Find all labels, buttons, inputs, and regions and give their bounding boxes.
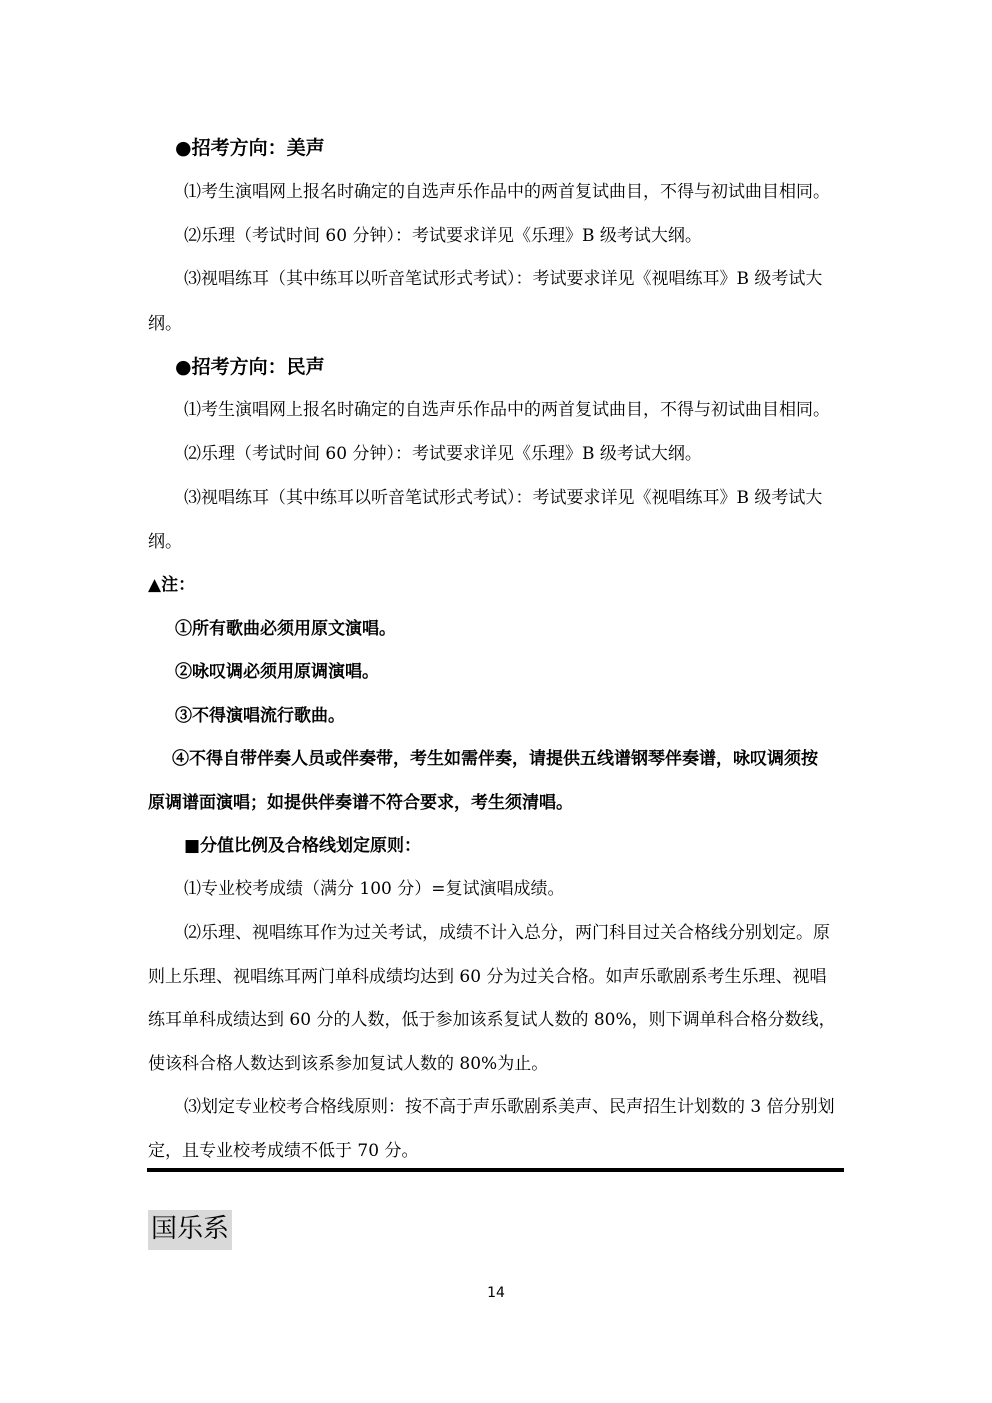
meisheng-item-3-line-2: 纲。 (148, 314, 182, 334)
scoring-item-2-line-1: ⑵乐理、视唱练耳作为过关考试，成绩不计入总分，两门科目过关合格线分别划定。原 (184, 923, 830, 943)
minsheng-heading: ●招考方向：民声 (175, 356, 325, 378)
scoring-item-1: ⑴专业校考成绩（满分 100 分）=复试演唱成绩。 (184, 879, 565, 899)
scoring-item-2-line-4: 使该科合格人数达到该系参加复试人数的 80%为止。 (148, 1054, 549, 1074)
note-3: ③不得演唱流行歌曲。 (175, 706, 345, 726)
scoring-heading: ■分值比例及合格线划定原则： (184, 836, 422, 856)
minsheng-item-1: ⑴考生演唱网上报名时确定的自选声乐作品中的两首复试曲目，不得与初试曲目相同。 (184, 400, 830, 420)
minsheng-item-3-line-2: 纲。 (148, 532, 182, 552)
meisheng-item-1: ⑴考生演唱网上报名时确定的自选声乐作品中的两首复试曲目，不得与初试曲目相同。 (184, 182, 830, 202)
scoring-item-3-line-2: 定，且专业校考成绩不低于 70 分。 (148, 1141, 419, 1161)
note-1: ①所有歌曲必须用原文演唱。 (175, 619, 396, 639)
notes-label: ▲注： (148, 575, 196, 595)
next-section-title: 国乐系 (148, 1210, 232, 1250)
note-4-line-2: 原调谱面演唱；如提供伴奏谱不符合要求，考生须清唱。 (148, 793, 573, 813)
note-2: ②咏叹调必须用原调演唱。 (175, 662, 379, 682)
section-divider (147, 1168, 844, 1172)
page-number: 14 (487, 1285, 505, 1301)
scoring-item-2-line-2: 则上乐理、视唱练耳两门单科成绩均达到 60 分为过关合格。如声乐歌剧系考生乐理、视唱 (148, 967, 827, 987)
scoring-item-2-line-3: 练耳单科成绩达到 60 分的人数，低于参加该系复试人数的 80%，则下调单科合格分数线， (148, 1010, 836, 1030)
note-4-line-1: ④不得自带伴奏人员或伴奏带，考生如需伴奏，请提供五线谱钢琴伴奏谱，咏叹调须按 (172, 749, 818, 769)
minsheng-item-2: ⑵乐理（考试时间 60 分钟）：考试要求详见《乐理》B 级考试大纲。 (184, 444, 702, 464)
minsheng-item-3-line-1: ⑶视唱练耳（其中练耳以听音笔试形式考试）：考试要求详见《视唱练耳》B 级考试大 (184, 488, 823, 508)
meisheng-item-3-line-1: ⑶视唱练耳（其中练耳以听音笔试形式考试）：考试要求详见《视唱练耳》B 级考试大 (184, 269, 823, 289)
meisheng-heading: ●招考方向：美声 (175, 137, 325, 159)
meisheng-item-2: ⑵乐理（考试时间 60 分钟）：考试要求详见《乐理》B 级考试大纲。 (184, 226, 702, 246)
scoring-item-3-line-1: ⑶划定专业校考合格线原则：按不高于声乐歌剧系美声、民声招生计划数的 3 倍分别划 (184, 1097, 835, 1117)
